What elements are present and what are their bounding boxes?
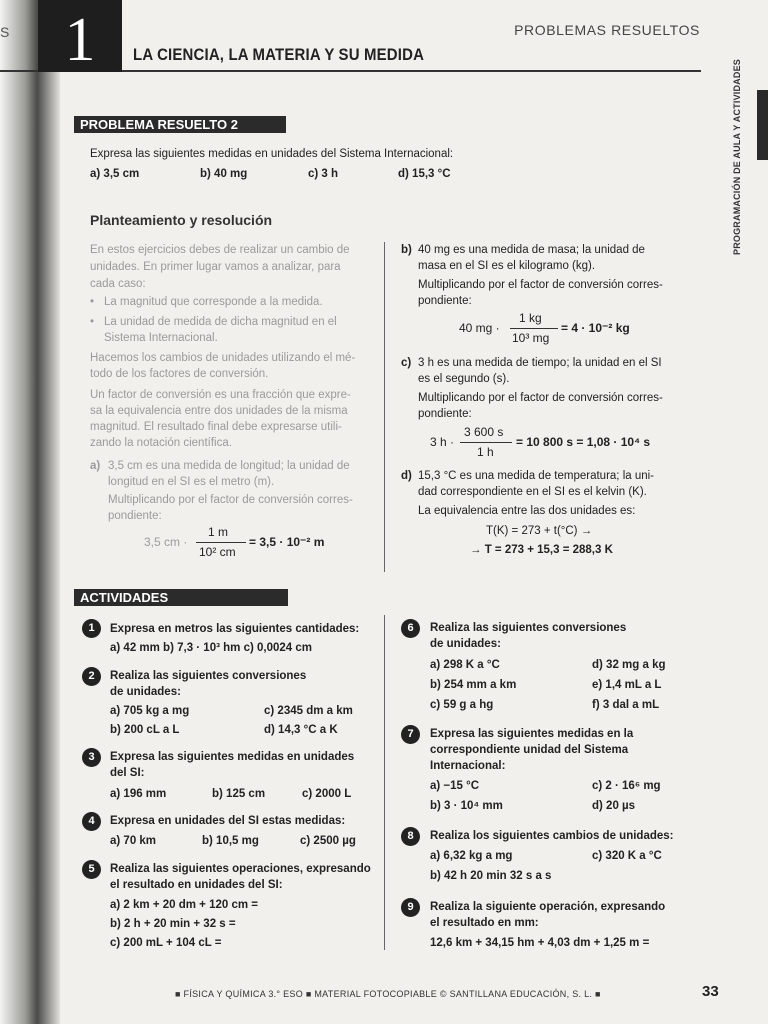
factor-line: sa la equivalencia entre dos unidades de la misma [90, 405, 348, 417]
bullet-text: La magnitud que corresponde a la medida. [104, 296, 323, 308]
activity-6-item: b) 254 mm a km [430, 679, 517, 691]
part-a-mult: pondiente: [108, 510, 162, 522]
column-divider [384, 242, 385, 572]
problem-statement: Expresa las siguientes medidas en unidades del Sistema Internacional: [90, 148, 454, 160]
header-rule [122, 70, 701, 72]
activities-band: ACTIVIDADES [74, 589, 288, 606]
part-d-equivalence: La equivalencia entre las dos unidades es: [418, 505, 636, 517]
activity-number-2: 2 [82, 667, 101, 686]
part-c-mult: pondiente: [418, 408, 472, 420]
activity-2-item: c) 2345 dm a km [264, 705, 353, 717]
activity-number-7: 7 [401, 725, 420, 744]
planning-heading: Planteamiento y resolución [90, 212, 273, 228]
activity-3-title: Expresa las siguientes medidas en unidades [110, 751, 355, 763]
activity-6-item: c) 59 g a hg [430, 699, 494, 711]
activity-3-title: del SI: [110, 767, 145, 779]
activity-number-6: 6 [401, 619, 420, 638]
part-a-mult: Multiplicando por el factor de conversión corres- [108, 494, 353, 506]
activity-6-item: e) 1,4 mL a L [592, 679, 662, 691]
activity-5-title: Realiza las siguientes operaciones, expresando [110, 863, 371, 875]
part-b-fraction-bar [510, 328, 558, 329]
part-c-text: 3 h es una medida de tiempo; la unidad en el SI [418, 357, 662, 369]
activity-3-item: c) 2000 L [302, 788, 352, 800]
part-b-lhs: 40 mg · [459, 321, 500, 335]
activity-4-item: a) 70 km [110, 835, 157, 847]
activity-5-item: a) 2 km + 20 dm + 120 cm = [110, 899, 258, 911]
part-a-fraction-bar [196, 542, 246, 543]
activity-9-title: Realiza la siguiente operación, expresando [430, 901, 666, 913]
activity-9-item: 12,6 km + 34,15 hm + 4,03 dm + 1,25 m = [430, 937, 650, 949]
activity-8-item: a) 6,32 kg a mg [430, 850, 513, 862]
part-b-mult: pondiente: [418, 295, 472, 307]
factor-line: Un factor de conversión es una fracción que expre- [90, 389, 351, 401]
activity-8-item: c) 320 K a °C [592, 850, 662, 862]
problem-option-d: d) 15,3 °C [398, 168, 451, 180]
chapter-title: LA CIENCIA, LA MATERIA Y SU MEDIDA [133, 45, 425, 64]
previous-page-fragment: S [0, 24, 10, 40]
part-b-mult: Multiplicando por el factor de conversión corres- [418, 279, 663, 291]
page-footer: ■ FÍSICA Y QUÍMICA 3.° ESO ■ MATERIAL FOTOCOPIABLE © SANTILLANA EDUCACIÓN, S. L. ■ [175, 989, 601, 999]
activity-8-title: Realiza los siguientes cambios de unidades: [430, 830, 674, 842]
problem-option-a: a) 3,5 cm [90, 168, 140, 180]
activities-column-divider [384, 615, 385, 950]
activity-2-title: Realiza las siguientes conversiones [110, 670, 307, 682]
previous-page-rule [0, 70, 38, 72]
part-b-text: masa en el SI es el kilogramo (kg). [418, 260, 596, 272]
section-label: PROBLEMAS RESUELTOS [514, 22, 700, 38]
activity-2-item: a) 705 kg a mg [110, 705, 190, 717]
part-a-label: a) [90, 460, 101, 472]
bullet-marker: • [90, 296, 95, 308]
activity-1-row: a) 42 mm b) 7,3 · 10³ hm c) 0,0024 cm [110, 642, 312, 654]
part-a-text: 3,5 cm es una medida de longitud; la unidad de [108, 460, 350, 472]
bullet-marker: • [90, 316, 95, 328]
factor-line: magnitud. El resultado final debe expresarse utili- [90, 421, 342, 433]
activity-6-item: f) 3 dal a mL [592, 699, 660, 711]
part-c-lhs: 3 h · [430, 435, 455, 449]
part-d-label: d) [401, 470, 412, 482]
intro-line: unidades. En primer lugar vamos a analizar, para [90, 261, 341, 273]
part-c-result: = 10 800 s = 1,08 · 10⁴ s [516, 435, 651, 449]
activity-number-4: 4 [82, 812, 101, 831]
problem-option-b: b) 40 mg [200, 168, 248, 180]
part-a-denominator: 10² cm [199, 545, 236, 559]
intro-line: cada caso: [90, 278, 146, 290]
activity-7-item: d) 20 µs [592, 800, 636, 812]
activity-6-item: a) 298 K a °C [430, 659, 500, 671]
activity-5-item: b) 2 h + 20 min + 32 s = [110, 918, 236, 930]
activity-number-1: 1 [82, 619, 101, 638]
activity-3-item: a) 196 mm [110, 788, 167, 800]
side-section-label: PROGRAMACIÓN DE AULA Y ACTIVIDADES [732, 59, 742, 255]
part-a-numerator: 1 m [208, 525, 229, 539]
part-c-numerator: 3 600 s [464, 425, 504, 439]
activity-7-item: a) −15 °C [430, 780, 480, 792]
activity-7-title: Internacional: [430, 760, 506, 772]
activity-7-item: c) 2 · 16⁶ mg [592, 780, 661, 792]
part-b-denominator: 10³ mg [512, 331, 550, 345]
activity-number-3: 3 [82, 748, 101, 767]
intro-line: En estos ejercicios debes de realizar un cambio de [90, 244, 350, 256]
activity-6-title: de unidades: [430, 638, 501, 650]
method-line: Hacemos los cambios de unidades utilizando el mé- [90, 352, 356, 364]
part-b-result: = 4 · 10⁻² kg [561, 321, 630, 335]
activity-2-item: b) 200 cL a L [110, 724, 180, 736]
activity-4-item: c) 2500 µg [300, 835, 356, 847]
part-c-text: es el segundo (s). [418, 373, 510, 385]
activity-4-title: Expresa en unidades del SI estas medidas: [110, 815, 346, 827]
activity-2-item: d) 14,3 °C a K [264, 724, 338, 736]
part-c-mult: Multiplicando por el factor de conversión corres- [418, 392, 663, 404]
activity-6-title: Realiza las siguientes conversiones [430, 622, 627, 634]
part-c-label: c) [401, 357, 412, 369]
method-line: todo de los factores de conversión. [90, 368, 269, 380]
page-number: 33 [702, 983, 719, 1000]
part-a-result: = 3,5 · 10⁻² m [249, 535, 325, 549]
part-b-text: 40 mg es una medida de masa; la unidad de [418, 244, 645, 256]
activity-5-title: el resultado en unidades del SI: [110, 879, 283, 891]
page-gutter-shadow [0, 0, 60, 1024]
activity-3-item: b) 125 cm [212, 788, 266, 800]
part-b-label: b) [401, 244, 412, 256]
activity-7-item: b) 3 · 10⁴ mm [430, 800, 503, 812]
part-a-lhs: 3,5 cm · [144, 535, 188, 549]
part-c-denominator: 1 h [477, 445, 494, 459]
activity-8-item: b) 42 h 20 min 32 s a s [430, 870, 552, 882]
activity-7-title: Expresa las siguientes medidas en la [430, 728, 634, 740]
part-d-equation-2: → T = 273 + 15,3 = 288,3 K [470, 544, 613, 556]
activity-number-8: 8 [401, 827, 420, 846]
activity-4-item: b) 10,5 mg [202, 835, 259, 847]
activity-2-title: de unidades: [110, 686, 181, 698]
factor-line: zando la notación científica. [90, 437, 232, 449]
activity-6-item: d) 32 mg a kg [592, 659, 666, 671]
chapter-number-box: 1 [38, 0, 122, 72]
part-d-text: 15,3 °C es una medida de temperatura; la uni- [418, 470, 655, 482]
part-a-text: longitud en el SI es el metro (m). [108, 476, 275, 488]
activity-5-item: c) 200 mL + 104 cL = [110, 937, 222, 949]
bullet-text: La unidad de medida de dicha magnitud en el [104, 316, 337, 328]
part-c-fraction-bar [460, 442, 512, 443]
activity-7-title: correspondiente unidad del Sistema [430, 744, 629, 756]
side-thumb-tab [757, 90, 768, 160]
activity-number-9: 9 [401, 898, 420, 917]
activity-9-title: el resultado en mm: [430, 917, 539, 929]
problem-band: PROBLEMA RESUELTO 2 [74, 116, 286, 133]
activity-1-title: Expresa en metros las siguientes cantidades: [110, 623, 360, 635]
part-b-numerator: 1 kg [519, 311, 542, 325]
problem-option-c: c) 3 h [308, 168, 339, 180]
part-d-equation-1: T(K) = 273 + t(°C) → [486, 525, 593, 537]
part-d-text: dad correspondiente en el SI es el kelvin (K). [418, 486, 647, 498]
activity-number-5: 5 [82, 860, 101, 879]
bullet-text: Sistema Internacional. [104, 332, 218, 344]
